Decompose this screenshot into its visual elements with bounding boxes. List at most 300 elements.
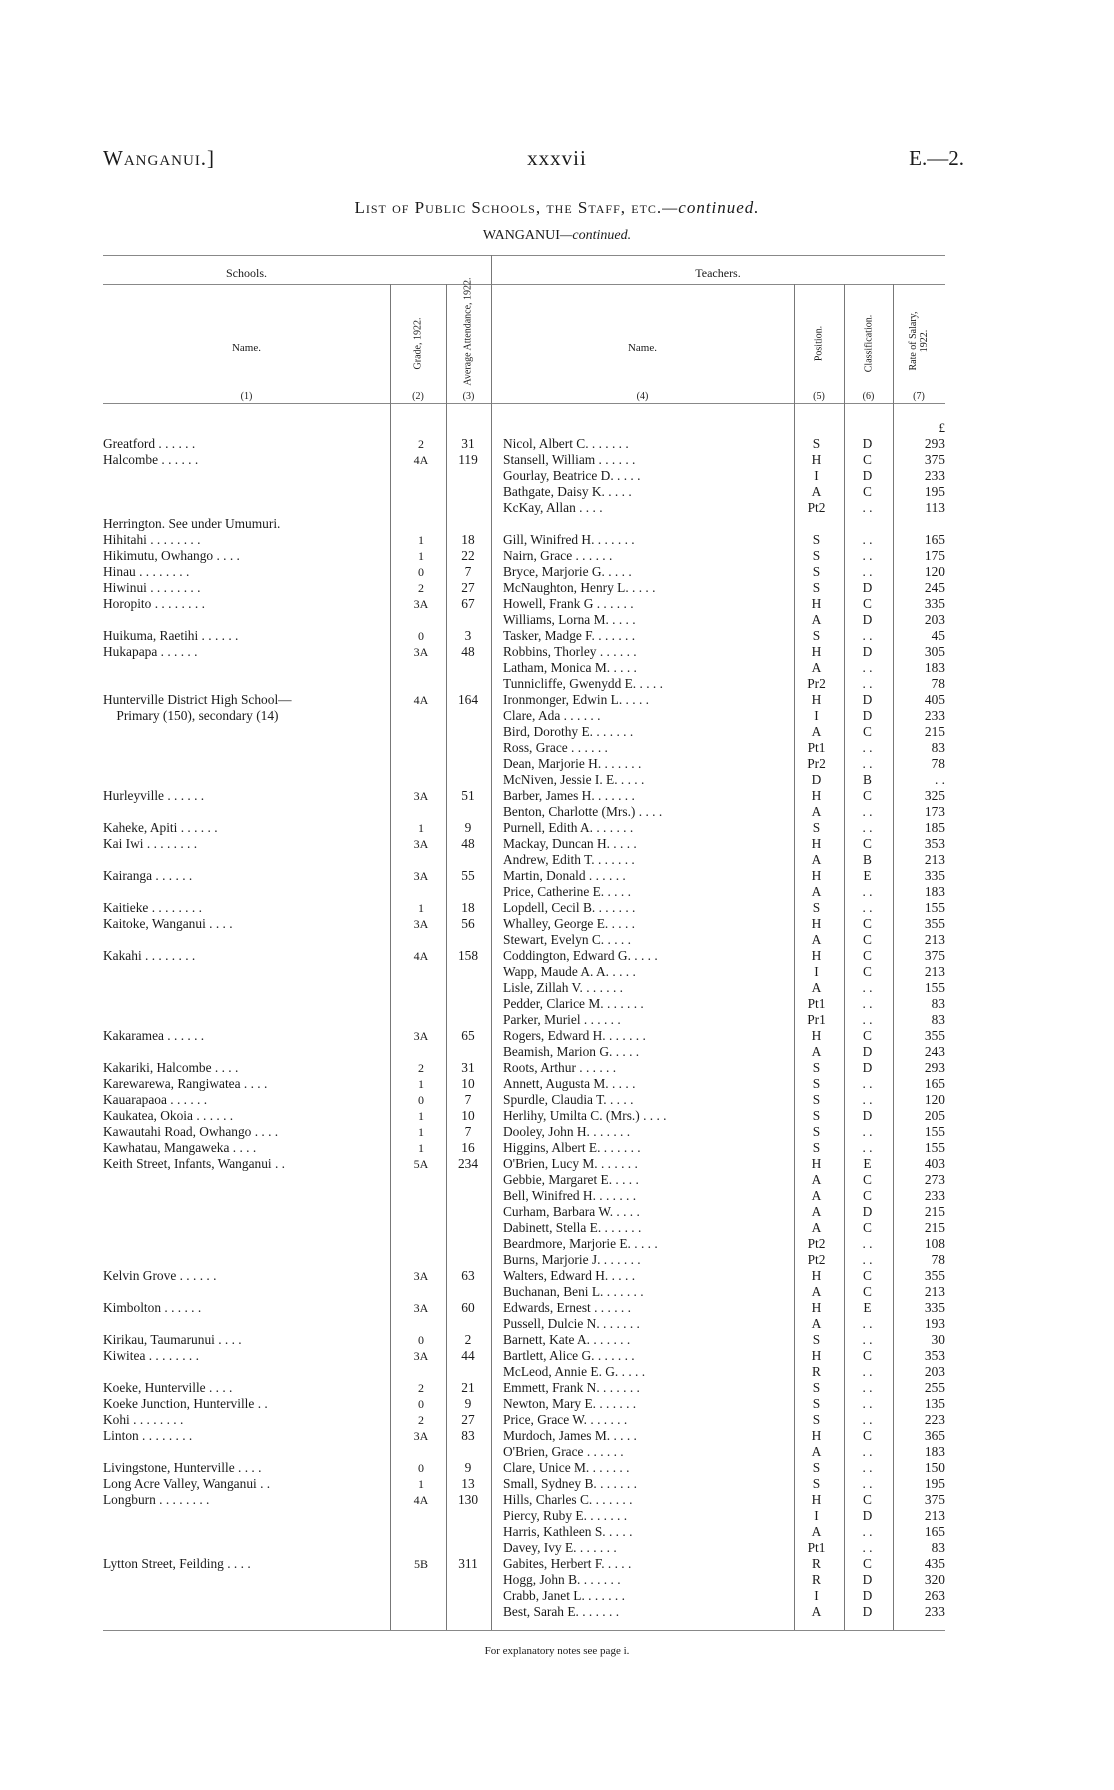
cell-classification: C	[863, 1188, 872, 1203]
cell-salary: 113	[925, 500, 945, 515]
cell-teacher-name: McNaughton, Henry L. . . . .	[503, 580, 656, 595]
cell-classification: . .	[862, 756, 873, 771]
header-left: Wanganui.]	[103, 146, 216, 170]
cell-salary: 165	[924, 1076, 945, 1091]
cell-classification: . .	[862, 1252, 873, 1267]
cell-position: H	[811, 916, 822, 931]
cell-grade: 2	[418, 581, 424, 595]
col-number: (5)	[813, 391, 825, 402]
cell-salary: 375	[924, 1492, 945, 1507]
cell-teacher-name: Annett, Augusta M. . . . .	[503, 1076, 636, 1091]
title-main: List of Public Schools, the Staff, etc.	[354, 198, 663, 217]
cell-salary: 243	[924, 1044, 945, 1059]
table-row	[0, 452, 1114, 468]
table-row	[0, 516, 1114, 532]
cell-position: A	[811, 1172, 822, 1187]
cell-salary: 233	[924, 708, 945, 723]
cell-position: A	[811, 932, 822, 947]
cell-classification: C	[863, 1284, 872, 1299]
table-row	[0, 1540, 1114, 1556]
cell-salary: 233	[924, 468, 945, 483]
cell-attendance: 9	[464, 1396, 472, 1411]
cell-teacher-name: Bathgate, Daisy K. . . . .	[503, 484, 632, 499]
cell-position: S	[812, 820, 821, 835]
cell-position: A	[811, 1044, 822, 1059]
table-row	[0, 868, 1114, 884]
cell-classification: D	[862, 1588, 873, 1603]
cell-grade: 3A	[413, 1029, 429, 1043]
cell-teacher-name: Burns, Marjorie J. . . . . . .	[503, 1252, 641, 1267]
cell-teacher-name: Clare, Ada . . . . . .	[503, 708, 601, 723]
cell-classification: E	[863, 1300, 872, 1315]
cell-grade: 5A	[413, 1157, 429, 1171]
cell-grade: 0	[418, 1093, 424, 1107]
cell-salary: 365	[924, 1428, 945, 1443]
cell-school-name: Kaheke, Apiti . . . . . .	[103, 820, 218, 835]
table-row	[0, 596, 1114, 612]
cell-classification: . .	[862, 1076, 873, 1091]
cell-position: Pt2	[807, 1236, 826, 1251]
table-row	[0, 644, 1114, 660]
cell-classification: D	[862, 692, 873, 707]
cell-salary: 165	[924, 532, 945, 547]
table-row	[0, 1156, 1114, 1172]
table-row	[0, 724, 1114, 740]
table-row	[0, 1060, 1114, 1076]
cell-attendance: 27	[461, 1412, 475, 1427]
cell-grade: 3A	[413, 1349, 429, 1363]
cell-position: H	[811, 692, 822, 707]
cell-position: S	[812, 532, 821, 547]
cell-school-name: Livingstone, Hunterville . . . .	[103, 1460, 262, 1475]
cell-classification: . .	[862, 1332, 873, 1347]
table-row	[0, 916, 1114, 932]
cell-teacher-name: Wapp, Maude A. A. . . . .	[503, 964, 636, 979]
table-row	[0, 1268, 1114, 1284]
cell-salary: 203	[924, 1364, 945, 1379]
cell-salary: 155	[924, 980, 945, 995]
col-number: (1)	[240, 391, 253, 402]
cell-position: Pt2	[807, 1252, 826, 1267]
cell-grade: 1	[418, 1477, 424, 1491]
cell-attendance: 18	[461, 900, 475, 915]
table-row	[0, 484, 1114, 500]
cell-grade: 1	[418, 1141, 424, 1155]
cell-teacher-name: Price, Grace W. . . . . . .	[503, 1412, 628, 1427]
cell-classification: C	[863, 452, 872, 467]
cell-position: H	[811, 788, 822, 803]
table-row	[0, 980, 1114, 996]
cell-classification: . .	[862, 1540, 873, 1555]
table-row	[0, 1140, 1114, 1156]
cell-grade: 3A	[413, 837, 429, 851]
cell-salary: 83	[931, 1540, 945, 1555]
cell-grade: 1	[418, 1109, 424, 1123]
cell-salary: 83	[931, 1012, 945, 1027]
cell-attendance: 22	[461, 548, 475, 563]
cell-position: S	[812, 1060, 821, 1075]
cell-attendance: 7	[464, 564, 472, 579]
table-row	[0, 1380, 1114, 1396]
header-group-rule	[103, 284, 945, 285]
cell-teacher-name: Buchanan, Beni L. . . . . . .	[503, 1284, 644, 1299]
cell-grade: 4A	[413, 949, 429, 963]
cell-attendance: 21	[461, 1380, 475, 1395]
cell-teacher-name: Bartlett, Alice G. . . . . . .	[503, 1348, 635, 1363]
cell-salary: 120	[924, 564, 945, 579]
table-row	[0, 1508, 1114, 1524]
cell-position: A	[811, 724, 822, 739]
cell-classification: C	[863, 1268, 872, 1283]
cell-classification: . .	[862, 820, 873, 835]
cell-position: Pt1	[807, 740, 826, 755]
cell-grade: 3A	[413, 645, 429, 659]
table-row	[0, 500, 1114, 516]
cell-classification: C	[863, 724, 872, 739]
cell-attendance: 9	[464, 1460, 472, 1475]
cell-position: H	[811, 1492, 822, 1507]
cell-classification: D	[862, 1508, 873, 1523]
cell-attendance: 10	[461, 1108, 475, 1123]
cell-grade: 4A	[413, 453, 429, 467]
cell-salary: 78	[931, 756, 945, 771]
table-row	[0, 436, 1114, 452]
cell-grade: 1	[418, 1077, 424, 1091]
cell-attendance: 56	[461, 916, 475, 931]
cell-grade: 2	[418, 437, 424, 451]
table-row	[0, 772, 1114, 788]
cell-teacher-name: Crabb, Janet L. . . . . . .	[503, 1588, 625, 1603]
cell-grade: 0	[418, 1333, 424, 1347]
cell-classification: . .	[862, 1396, 873, 1411]
cell-school-name: Kakaramea . . . . . .	[103, 1028, 205, 1043]
cell-classification: . .	[862, 804, 873, 819]
table-row	[0, 564, 1114, 580]
staff-table-body	[0, 436, 1114, 1620]
cell-position: Pr2	[807, 676, 826, 691]
cell-school-name: Kaitoke, Wanganui . . . .	[103, 916, 233, 931]
cell-salary: 83	[931, 996, 945, 1011]
cell-position: S	[812, 580, 821, 595]
cell-attendance: 18	[461, 532, 475, 547]
table-row	[0, 884, 1114, 900]
table-row	[0, 1412, 1114, 1428]
cell-position: I	[814, 964, 819, 979]
table-row	[0, 1332, 1114, 1348]
col-number: (7)	[913, 391, 925, 402]
cell-classification: C	[863, 1348, 872, 1363]
cell-grade: 1	[418, 549, 424, 563]
cell-attendance: 7	[464, 1124, 472, 1139]
table-row	[0, 1588, 1114, 1604]
cell-teacher-name: Stansell, William . . . . . .	[503, 452, 636, 467]
cell-grade: 0	[418, 1397, 424, 1411]
cell-school-name: Koeke, Hunterville . . . .	[103, 1380, 233, 1395]
cell-salary: 183	[924, 660, 945, 675]
cell-school-name: Hihitahi . . . . . . . .	[103, 532, 201, 547]
cell-salary: 135	[924, 1396, 945, 1411]
cell-teacher-name: Dooley, John H. . . . . . .	[503, 1124, 631, 1139]
cell-school-name: Koeke Junction, Hunterville . .	[103, 1396, 268, 1411]
table-row	[0, 676, 1114, 692]
cell-position: S	[812, 564, 821, 579]
cell-school-name: Primary (150), secondary (14)	[103, 708, 279, 723]
table-row	[0, 1556, 1114, 1572]
cell-teacher-name: Gabites, Herbert F. . . . .	[503, 1556, 632, 1571]
cell-classification: . .	[862, 1380, 873, 1395]
cell-classification: D	[862, 644, 873, 659]
cell-teacher-name: Bird, Dorothy E. . . . . . .	[503, 724, 634, 739]
cell-teacher-name: Beamish, Marion G. . . . .	[503, 1044, 640, 1059]
cell-position: S	[812, 1476, 821, 1491]
cell-classification: . .	[862, 564, 873, 579]
table-row	[0, 708, 1114, 724]
cell-salary: 320	[924, 1572, 945, 1587]
cell-salary: 335	[924, 1300, 945, 1315]
cell-school-name: Huikuma, Raetihi . . . . . .	[103, 628, 239, 643]
cell-classification: . .	[862, 740, 873, 755]
col-number: (4)	[636, 391, 649, 402]
cell-salary: 245	[924, 580, 945, 595]
table-row	[0, 756, 1114, 772]
cell-classification: C	[863, 484, 872, 499]
cell-grade: 4A	[413, 1493, 429, 1507]
table-row	[0, 628, 1114, 644]
cell-salary: 108	[924, 1236, 945, 1251]
cell-classification: C	[863, 596, 872, 611]
table-row	[0, 1364, 1114, 1380]
cell-grade: 5B	[413, 1557, 428, 1571]
cell-attendance: 119	[458, 452, 478, 467]
cell-salary: 233	[924, 1604, 945, 1619]
table-row	[0, 804, 1114, 820]
cell-salary: 223	[924, 1412, 945, 1427]
cell-teacher-name: Higgins, Albert E. . . . . . .	[503, 1140, 641, 1155]
title-continued: —continued.	[662, 198, 760, 217]
cell-teacher-name: Parker, Muriel . . . . . .	[503, 1012, 621, 1027]
cell-classification: D	[862, 1060, 873, 1075]
col-position: Position.	[813, 325, 825, 362]
cell-classification: C	[863, 916, 872, 931]
cell-position: A	[811, 1284, 822, 1299]
cell-grade: 0	[418, 565, 424, 579]
cell-position: Pt1	[807, 1540, 826, 1555]
cell-attendance: 9	[464, 820, 472, 835]
cell-salary: 165	[924, 1524, 945, 1539]
cell-teacher-name: Gourlay, Beatrice D. . . . .	[503, 468, 641, 483]
cell-position: S	[812, 1108, 821, 1123]
col-number: (6)	[862, 391, 875, 402]
cell-salary: 30	[931, 1332, 945, 1347]
cell-salary: 305	[924, 644, 945, 659]
cell-teacher-name: Ross, Grace . . . . . .	[503, 740, 608, 755]
cell-classification: D	[862, 580, 873, 595]
cell-position: S	[812, 1412, 821, 1427]
cell-teacher-name: Roots, Arthur . . . . . .	[503, 1060, 617, 1075]
cell-grade: 0	[418, 629, 424, 643]
cell-classification: C	[863, 1428, 872, 1443]
cell-teacher-name: Benton, Charlotte (Mrs.) . . . .	[503, 804, 663, 819]
cell-position: S	[812, 628, 821, 643]
cell-classification: D	[862, 612, 873, 627]
cell-classification: C	[863, 1028, 872, 1043]
cell-school-name: Kaukatea, Okoia . . . . . .	[103, 1108, 234, 1123]
cell-classification: . .	[862, 1412, 873, 1427]
cell-teacher-name: Spurdle, Claudia T. . . . .	[503, 1092, 634, 1107]
cell-teacher-name: Tasker, Madge F. . . . . . .	[503, 628, 636, 643]
table-row	[0, 740, 1114, 756]
cell-teacher-name: McNiven, Jessie I. E. . . . .	[503, 772, 645, 787]
cell-classification: . .	[862, 1460, 873, 1475]
table-row	[0, 964, 1114, 980]
cell-teacher-name: Stewart, Evelyn C. . . . .	[503, 932, 631, 947]
cell-attendance: 83	[461, 1428, 475, 1443]
cell-classification: B	[863, 772, 872, 787]
cell-school-name: Hurleyville . . . . . .	[103, 788, 205, 803]
cell-teacher-name: Herlihy, Umilta C. (Mrs.) . . . .	[503, 1108, 667, 1123]
cell-attendance: 60	[461, 1300, 475, 1315]
cell-classification: D	[862, 1572, 873, 1587]
cell-position: Pr1	[807, 1012, 826, 1027]
cell-teacher-name: KcKay, Allan . . . .	[503, 500, 603, 515]
cell-classification: C	[863, 1492, 872, 1507]
cell-teacher-name: Davey, Ivy E. . . . . . .	[503, 1540, 617, 1555]
cell-classification: . .	[862, 996, 873, 1011]
cell-classification: D	[862, 468, 873, 483]
col-grade: Grade, 1922.	[412, 317, 424, 370]
subtitle-main: WANGANUI	[482, 228, 560, 243]
cell-classification: . .	[862, 1316, 873, 1331]
cell-salary: 45	[931, 628, 945, 643]
subtitle-continued: —continued.	[559, 228, 632, 243]
cell-salary: 155	[924, 1140, 945, 1155]
cell-salary: 293	[924, 1060, 945, 1075]
cell-classification: . .	[862, 1124, 873, 1139]
cell-salary: 193	[924, 1316, 945, 1331]
cell-grade: 3A	[413, 1301, 429, 1315]
cell-position: A	[811, 1524, 822, 1539]
cell-classification: C	[863, 788, 872, 803]
cell-position: H	[811, 452, 822, 467]
cell-salary: 273	[924, 1172, 945, 1187]
cell-salary: 375	[924, 948, 945, 963]
table-row	[0, 1524, 1114, 1540]
table-row	[0, 1172, 1114, 1188]
table-row	[0, 932, 1114, 948]
cell-school-name: Lytton Street, Feilding . . . .	[103, 1556, 251, 1571]
cell-attendance: 130	[457, 1492, 479, 1507]
cell-teacher-name: O'Brien, Grace . . . . . .	[503, 1444, 624, 1459]
cell-school-name: Herrington. See under Umumuri.	[103, 516, 281, 531]
cell-position: A	[811, 1444, 822, 1459]
cell-classification: . .	[862, 900, 873, 915]
col-number: (2)	[412, 391, 424, 402]
cell-position: A	[811, 1220, 822, 1235]
cell-salary: 175	[924, 548, 945, 563]
cell-classification: C	[863, 964, 872, 979]
table-row	[0, 660, 1114, 676]
cell-salary: 355	[924, 916, 945, 931]
cell-teacher-name: Hills, Charles C. . . . . . .	[503, 1492, 633, 1507]
cell-salary: 213	[924, 932, 945, 947]
cell-school-name: Hikimutu, Owhango . . . .	[103, 548, 240, 563]
cell-position: H	[811, 596, 822, 611]
cell-classification: C	[863, 1220, 872, 1235]
cell-attendance: 31	[461, 1060, 475, 1075]
cell-salary: 405	[924, 692, 945, 707]
cell-salary: 155	[924, 1124, 945, 1139]
cell-classification: . .	[862, 628, 873, 643]
table-row	[0, 1108, 1114, 1124]
cell-school-name: Kauarapaoa . . . . . .	[103, 1092, 208, 1107]
cell-position: A	[811, 884, 822, 899]
cell-school-name: Kakahi . . . . . . . .	[103, 948, 196, 963]
col-attendance: Average Attendance, 1922.	[462, 277, 474, 386]
cell-grade: 3A	[413, 869, 429, 883]
cell-position: S	[812, 548, 821, 563]
cell-classification: . .	[862, 676, 873, 691]
cell-position: R	[812, 1364, 821, 1379]
cell-salary: 185	[924, 820, 945, 835]
header-bottom-rule	[103, 403, 945, 404]
cell-position: H	[811, 1300, 822, 1315]
table-row	[0, 1076, 1114, 1092]
cell-salary: 215	[924, 1204, 945, 1219]
cell-position: H	[811, 868, 822, 883]
cell-classification: . .	[862, 1444, 873, 1459]
table-row	[0, 1348, 1114, 1364]
cell-position: H	[811, 1268, 822, 1283]
cell-classification: D	[862, 708, 873, 723]
cell-salary: 183	[924, 1444, 945, 1459]
cell-position: H	[811, 1348, 822, 1363]
table-row	[0, 1204, 1114, 1220]
cell-classification: D	[862, 1204, 873, 1219]
cell-teacher-name: Williams, Lorna M. . . . .	[503, 612, 636, 627]
cell-position: Pt1	[807, 996, 826, 1011]
table-row	[0, 1284, 1114, 1300]
cell-classification: C	[863, 932, 872, 947]
cell-attendance: 55	[461, 868, 475, 883]
cell-grade: 3A	[413, 597, 429, 611]
cell-school-name: Hukapapa . . . . . .	[103, 644, 198, 659]
cell-teacher-name: Coddington, Edward G. . . . .	[503, 948, 658, 963]
table-row	[0, 1604, 1114, 1620]
cell-school-name: Karewarewa, Rangiwatea . . . .	[103, 1076, 268, 1091]
table-row	[0, 1300, 1114, 1316]
cell-teacher-name: Hogg, John B. . . . . . .	[503, 1572, 621, 1587]
cell-teacher-name: Gebbie, Margaret E. . . . .	[503, 1172, 639, 1187]
col-teacher-name: Name.	[627, 342, 657, 354]
cell-school-name: Keith Street, Infants, Wanganui . .	[103, 1156, 286, 1171]
table-row	[0, 1044, 1114, 1060]
cell-school-name: Greatford . . . . . .	[103, 436, 196, 451]
cell-grade: 3A	[413, 1269, 429, 1283]
cell-teacher-name: Beardmore, Marjorie E. . . . .	[503, 1236, 658, 1251]
cell-attendance: 311	[458, 1556, 478, 1571]
cell-classification: . .	[862, 1476, 873, 1491]
cell-school-name: Kawhatau, Mangaweka . . . .	[103, 1140, 257, 1155]
table-row	[0, 1012, 1114, 1028]
cell-attendance: 164	[457, 692, 479, 707]
cell-salary: 325	[924, 788, 945, 803]
cell-position: A	[811, 852, 822, 867]
col-classification: Classification.	[863, 314, 875, 373]
cell-salary: 213	[924, 964, 945, 979]
table-row	[0, 948, 1114, 964]
cell-school-name: Linton . . . . . . . .	[103, 1428, 193, 1443]
cell-salary: 335	[924, 868, 945, 883]
